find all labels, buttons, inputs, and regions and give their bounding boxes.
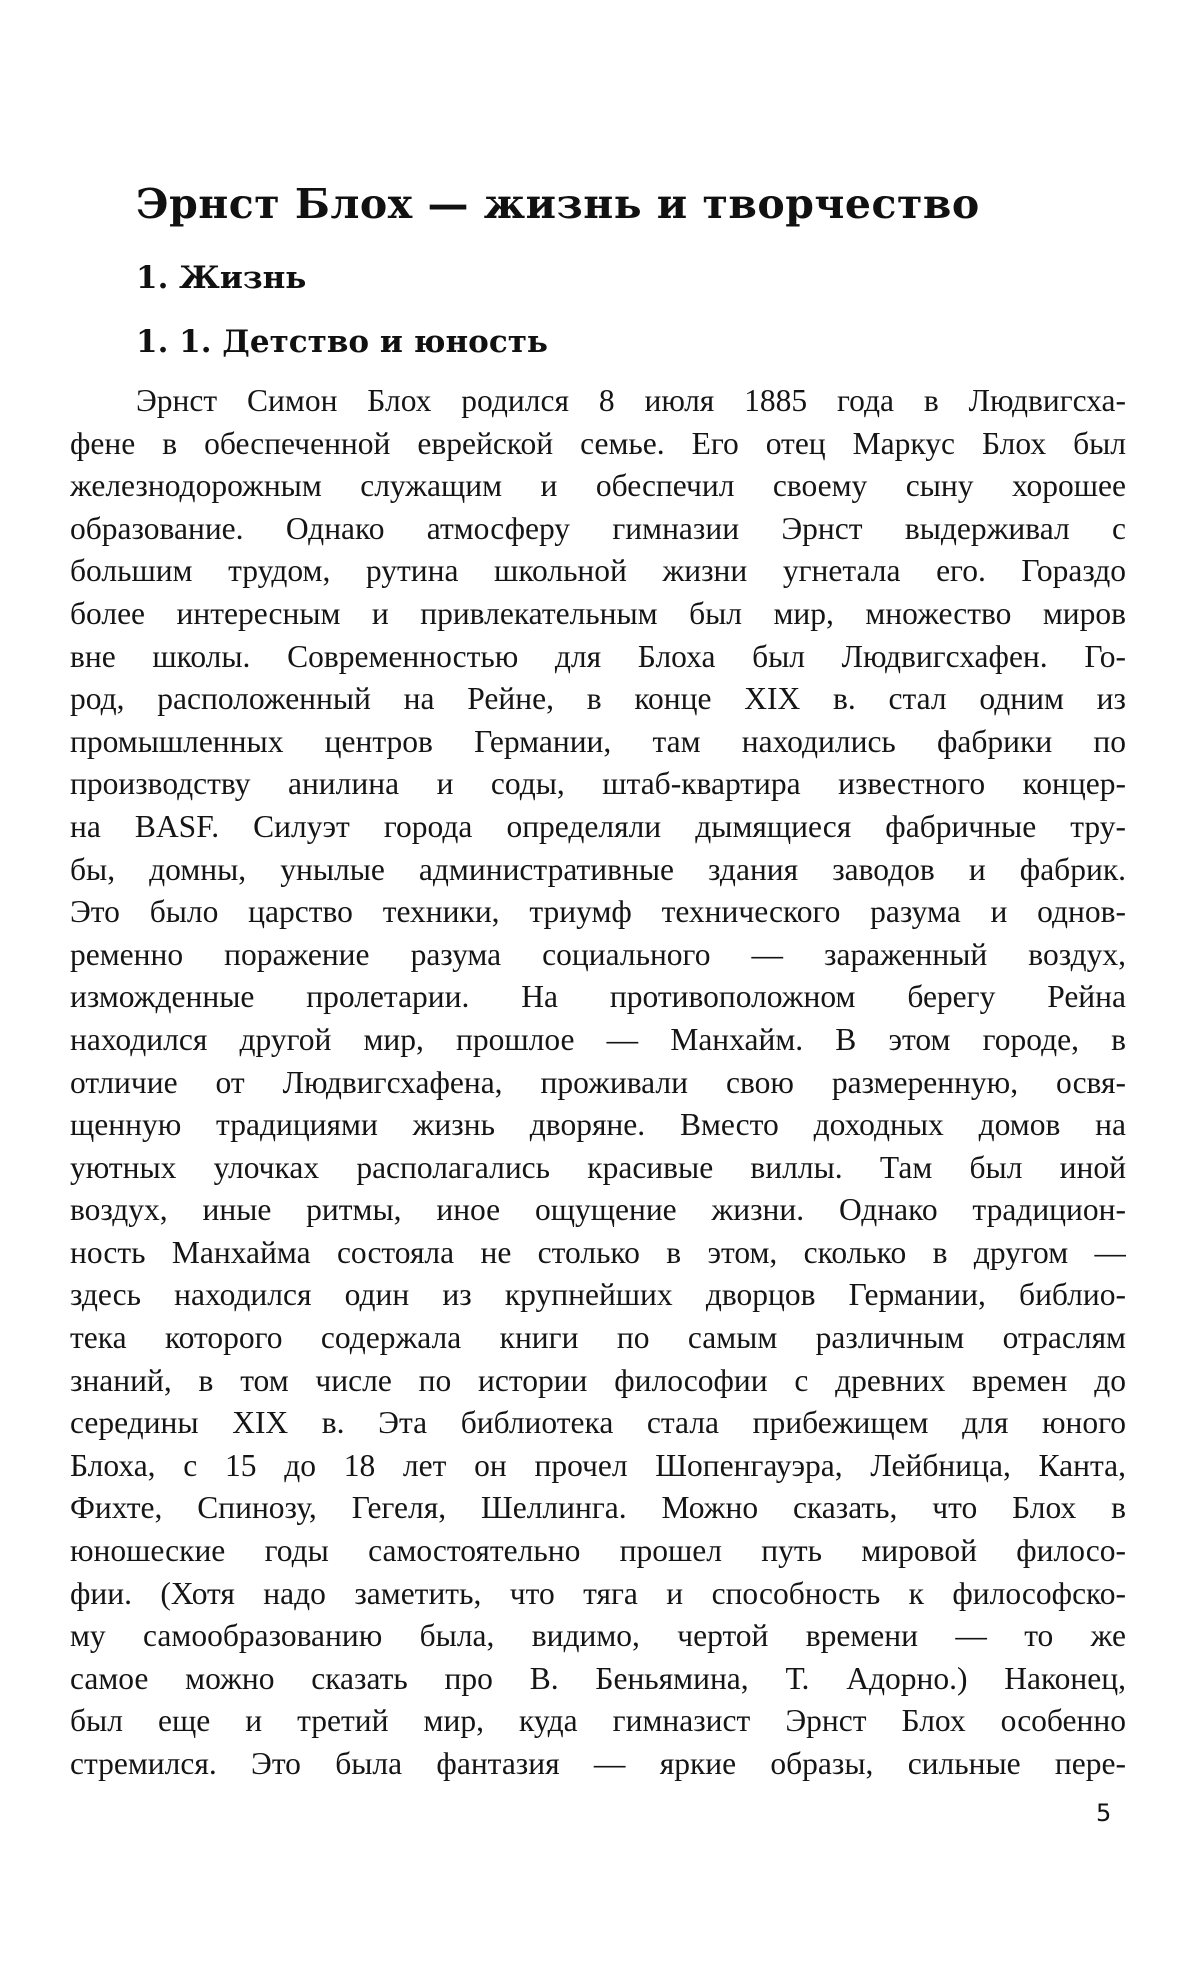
text-line: производству анилина и соды, штаб-квартира известного концер- [70, 766, 1126, 802]
text-line: промышленных центров Германии, там находились фабрики по [70, 723, 1126, 759]
text-line: Эрнст Симон Блох родился 8 июля 1885 года в Людвигсха- [136, 383, 1126, 418]
text-line: вне школы. Современностью для Блоха был Людвигсхафен. Го- [70, 638, 1126, 674]
text-line: железнодорожным служащим и обеспечил своему сыну хорошее [70, 468, 1126, 504]
text-line: изможденные пролетарии. На противоположном берегу Рейна [70, 979, 1126, 1015]
body-text [70, 380, 1126, 1786]
text-line: стремился. Это была фантазия — яркие образы, сильные пере- [70, 1746, 1126, 1781]
page-number: 5 [1096, 1799, 1112, 1827]
text-line: Блоха, с 15 до 18 лет он прочел Шопенгауэра, Лейбница, Канта, [70, 1447, 1126, 1483]
text-line: уютных улочках располагались красивые виллы. Там был иной [70, 1149, 1126, 1185]
text-line: середины XIX в. Эта библиотека стала прибежищем для юного [70, 1405, 1126, 1441]
text-line: находился другой мир, прошлое — Манхайм. В этом городе, в [70, 1021, 1126, 1057]
text-line: род, расположенный на Рейне, в конце XIX в. стал одним из [70, 681, 1126, 717]
text-line: ременно поражение разума социального — зараженный воздух, [70, 936, 1126, 972]
section-heading: 1. Жизнь [136, 260, 307, 296]
text-line: был еще и третий мир, куда гимназист Эрнст Блох особенно [70, 1703, 1126, 1739]
text-line: бы, домны, унылые административные здания заводов и фабрик. [70, 851, 1126, 887]
text-line: отличие от Людвигсхафена, проживали свою размеренную, освя- [70, 1064, 1126, 1100]
text-line: ность Манхайма состояла не столько в этом, сколько в другом — [70, 1234, 1126, 1270]
text-line: большим трудом, рутина школьной жизни угнетала его. Гораздо [70, 553, 1126, 589]
text-line: тека которого содержала книги по самым различным отраслям [70, 1320, 1126, 1356]
subsection-heading: 1. 1. Детство и юность [136, 324, 548, 360]
text-line: образование. Однако атмосферу гимназии Эрнст выдерживал с [70, 510, 1126, 546]
text-line: щенную традициями жизнь дворяне. Вместо доходных домов на [70, 1107, 1126, 1143]
text-line: на BASF. Силуэт города определяли дымящиеся фабричные тру- [70, 808, 1126, 844]
text-line: Фихте, Спинозу, Гегеля, Шеллинга. Можно сказать, что Блох в [70, 1490, 1126, 1526]
text-line: Это было царство техники, триумф технического разума и однов- [70, 894, 1126, 930]
text-line: воздух, иные ритмы, иное ощущение жизни. Однако традицион- [70, 1192, 1126, 1228]
text-line: юношеские годы самостоятельно прошел путь мировой филосо- [70, 1533, 1126, 1569]
text-line: фии. (Хотя надо заметить, что тяга и способность к философско- [70, 1575, 1126, 1611]
text-line: му самообразованию была, видимо, чертой времени — то же [70, 1618, 1126, 1654]
text-line: более интересным и привлекательным был мир, множество миров [70, 595, 1126, 631]
text-line: самое можно сказать про В. Беньямина, Т. Адорно.) Наконец, [70, 1660, 1126, 1696]
text-line: здесь находился один из крупнейших дворцов Германии, библио- [70, 1277, 1126, 1313]
text-line: знаний, в том числе по истории философии с древних времен до [70, 1362, 1126, 1398]
text-line: фене в обеспеченной еврейской семье. Его отец Маркус Блох был [70, 425, 1126, 461]
chapter-title: Эрнст Блох — жизнь и творчество [136, 180, 980, 228]
